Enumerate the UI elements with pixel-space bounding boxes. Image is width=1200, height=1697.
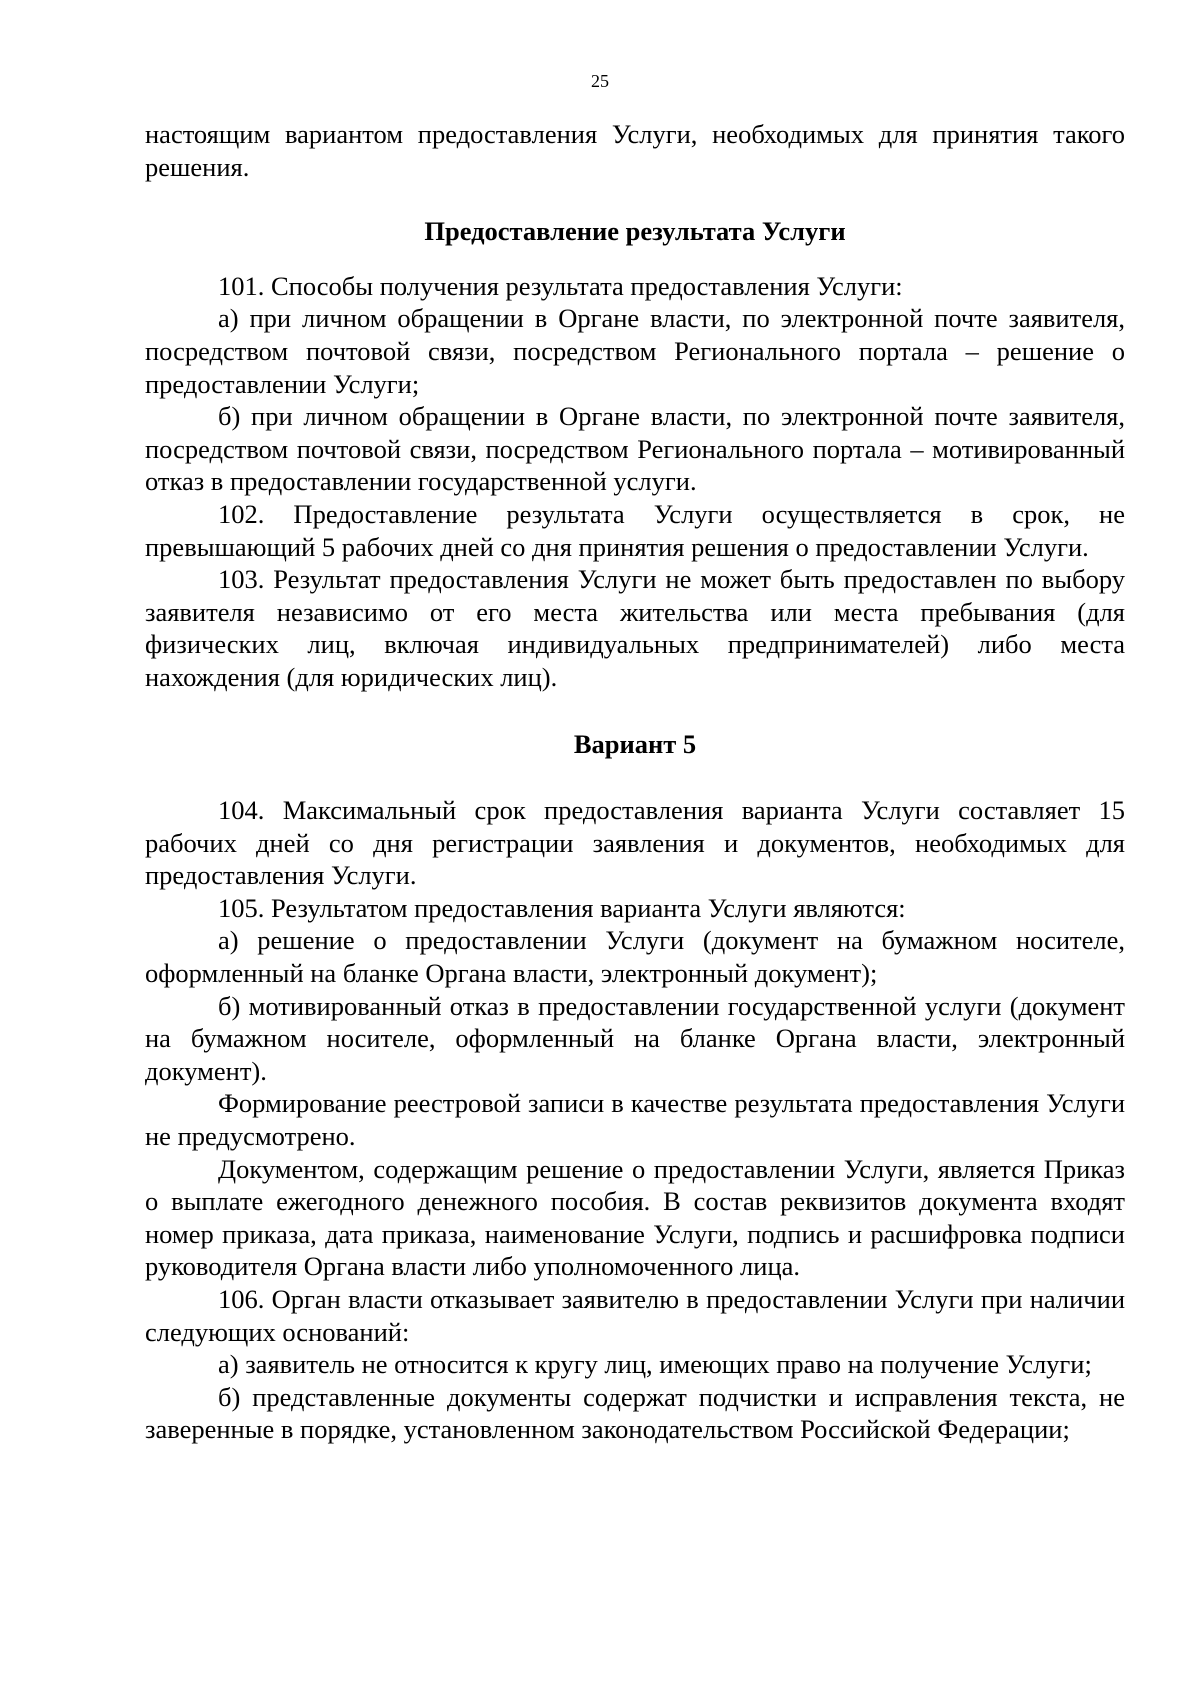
paragraph-103: 103. Результат предоставления Услуги не может быть предоставлен по выбору заявителя независимо от его места жительства или места пребывания (для физических лиц, включая индивидуальных предпринимателей) либо места нахождения (для юридических лиц).	[145, 564, 1125, 692]
paragraph-101-b: б) при личном обращении в Органе власти, по электронной почте заявителя, посредством почтовой связи, посредством Регионального портала – мотивированный отказ в предоставлении государственной услуги.	[145, 401, 1125, 497]
document-body	[145, 118, 1125, 1446]
section-heading-result: Предоставление результата Услуги	[424, 216, 846, 247]
section-variant-5-body	[145, 794, 1125, 1446]
paragraph-decision-document: Документом, содержащим решение о предоставлении Услуги, является Приказ о выплате ежегодного денежного пособия. В состав реквизитов документа входят номер приказа, дата приказа, наименование Услуги, подпись и расшифровка подписи руководителя Органа власти либо уполномоченного лица.	[145, 1153, 1125, 1282]
paragraph-105: 105. Результатом предоставления варианта Услуги являются:	[218, 892, 906, 923]
paragraph-105-b: б) мотивированный отказ в предоставлении государственной услуги (документ на бумажном носителе, оформленный на бланке Органа власти, электронный документ).	[145, 990, 1125, 1086]
paragraph-registry-record: Формирование реестровой записи в качестве результата предоставления Услуги не предусмотрено.	[145, 1088, 1125, 1152]
paragraph-101: 101. Способы получения результата предоставления Услуги:	[218, 270, 903, 301]
paragraph-101-a: а) при личном обращении в Органе власти, по электронной почте заявителя, посредством почтовой связи, посредством Регионального портала – решение о предоставлении Услуги;	[145, 303, 1125, 399]
paragraph-106-b: б) представленные документы содержат подчистки и исправления текста, не заверенные в порядке, установленном законодательством Российской Федерации;	[145, 1381, 1125, 1445]
paragraph-102: 102. Предоставление результата Услуги осуществляется в срок, не превышающий 5 рабочих дней со дня принятия решения о предоставлении Услуги.	[145, 498, 1125, 562]
section-result-body	[145, 270, 1125, 694]
paragraph-106-a: а) заявитель не относится к кругу лиц, имеющих право на получение Услуги;	[218, 1349, 1092, 1380]
page-number: 25	[591, 71, 609, 91]
paragraph-105-a: а) решение о предоставлении Услуги (документ на бумажном носителе, оформленный на бланке Органа власти, электронный документ);	[145, 925, 1125, 989]
paragraph-104: 104. Максимальный срок предоставления варианта Услуги составляет 15 рабочих дней со дня регистрации заявления и документов, необходимых для предоставления Услуги.	[145, 795, 1125, 891]
paragraph-106: 106. Орган власти отказывает заявителю в предоставлении Услуги при наличии следующих оснований:	[145, 1284, 1125, 1347]
section-heading-variant-5: Вариант 5	[573, 728, 697, 759]
paragraph-continuation: настоящим вариантом предоставления Услуги, необходимых для принятия такого решения.	[145, 119, 1125, 182]
